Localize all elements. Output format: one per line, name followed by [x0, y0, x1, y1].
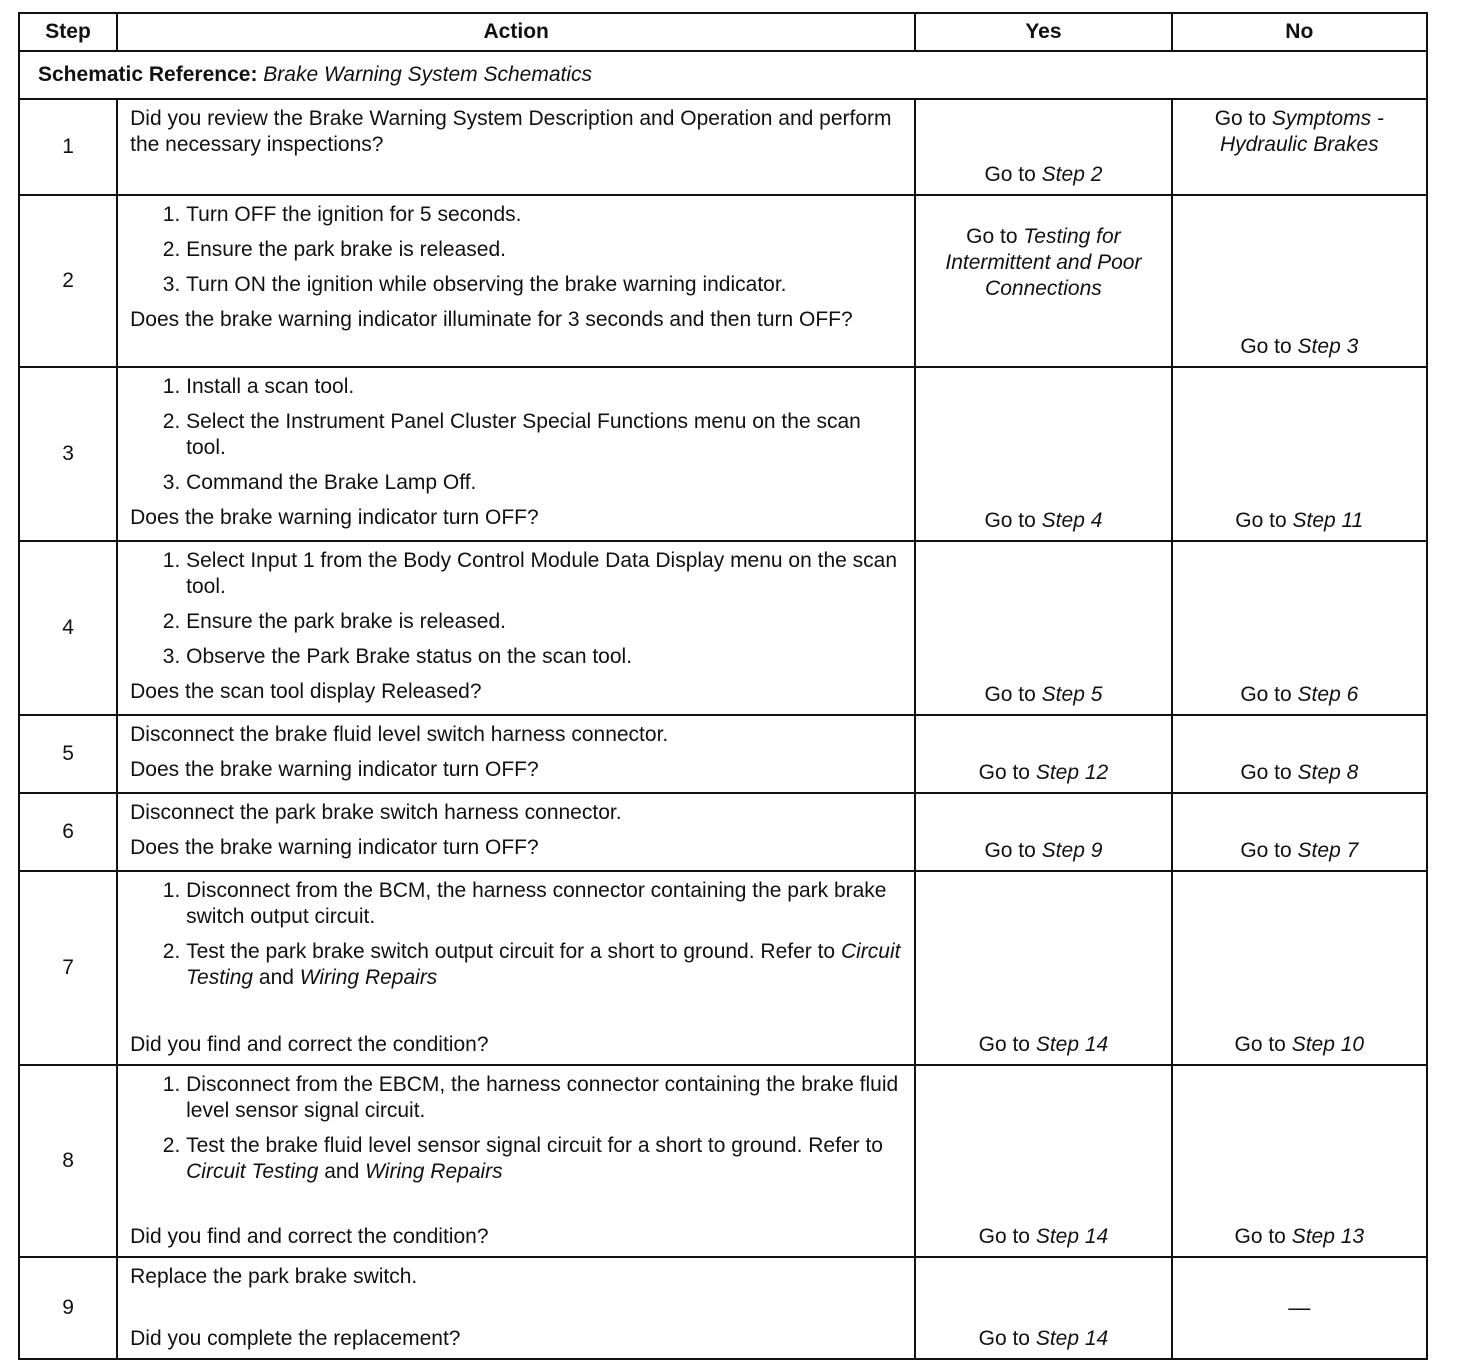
yes-prefix: Go to — [984, 683, 1036, 706]
action-step: 3. Observe the Park Brake status on the scan tool. — [186, 644, 902, 670]
step-number: 8 — [19, 1065, 117, 1257]
yes-cell — [915, 871, 1171, 1065]
header-row — [19, 13, 1427, 51]
yes-cell — [915, 1257, 1171, 1359]
action-step: 3. Command the Brake Lamp Off. — [186, 470, 902, 496]
action-steps — [130, 1072, 902, 1185]
yes-cell — [915, 793, 1171, 871]
and-text: and — [324, 1160, 360, 1183]
step-number: 3 — [19, 367, 117, 541]
action-step: 1. Install a scan tool. — [186, 374, 902, 400]
yes-cell — [915, 367, 1171, 541]
table-row — [19, 1257, 1427, 1359]
no-cell — [1172, 541, 1427, 715]
action-step: 1. Disconnect from the BCM, the harness connector containing the park brake switch output circuit. — [186, 878, 902, 930]
yes-prefix: Go to — [978, 1033, 1030, 1056]
action-step: 3. Turn ON the ignition while observing the brake warning indicator. — [186, 272, 902, 298]
table-row — [19, 793, 1427, 871]
action-question: Did you find and correct the condition? — [130, 1225, 489, 1248]
action-question: Does the brake warning indicator turn OFF? — [130, 506, 539, 529]
action-text: Did you review the Brake Warning System Description and Operation and perform the necessary inspections? — [130, 107, 892, 156]
yes-prefix: Go to — [984, 163, 1036, 186]
schematic-reference — [19, 51, 1427, 99]
action-step — [186, 1133, 902, 1185]
action-cell — [117, 871, 915, 1065]
action-step: 2. Ensure the park brake is released. — [186, 609, 902, 635]
no-prefix: Go to — [1214, 107, 1267, 130]
yes-prefix: Go to — [978, 1327, 1030, 1350]
header-step: Step — [19, 13, 117, 51]
no-link[interactable]: Step 7 — [1297, 839, 1359, 862]
no-link[interactable]: Step 3 — [1297, 335, 1359, 358]
no-dash: — — [1288, 1294, 1311, 1320]
no-prefix: Go to — [1240, 683, 1292, 706]
action-question: Did you complete the replacement? — [130, 1327, 461, 1350]
action-cell — [117, 99, 915, 195]
action-step-text: Test the brake fluid level sensor signal circuit for a short to ground. Refer to — [186, 1134, 883, 1157]
circuit-testing-link[interactable]: Circuit Testing — [186, 940, 901, 989]
no-prefix: Go to — [1240, 839, 1292, 862]
yes-link[interactable]: Step 14 — [1035, 1225, 1109, 1248]
no-link[interactable]: Symptoms - Hydraulic Brakes — [1219, 107, 1384, 156]
table-row — [19, 715, 1427, 793]
no-link[interactable]: Step 13 — [1291, 1225, 1365, 1248]
action-cell — [117, 367, 915, 541]
step-number: 4 — [19, 541, 117, 715]
action-question: Does the brake warning indicator turn OFF? — [130, 758, 539, 781]
yes-cell — [915, 99, 1171, 195]
action-steps — [130, 374, 902, 496]
yes-cell — [915, 1065, 1171, 1257]
action-cell — [117, 541, 915, 715]
no-cell — [1172, 367, 1427, 541]
no-cell — [1172, 195, 1427, 367]
no-prefix: Go to — [1234, 1033, 1286, 1056]
table-row — [19, 195, 1427, 367]
yes-link[interactable]: Step 5 — [1041, 683, 1103, 706]
wiring-repairs-link[interactable]: Wiring Repairs — [365, 1160, 503, 1183]
action-cell — [117, 195, 915, 367]
action-cell — [117, 1065, 915, 1257]
step-number: 5 — [19, 715, 117, 793]
no-prefix: Go to — [1240, 335, 1292, 358]
no-link[interactable]: Step 6 — [1297, 683, 1359, 706]
table-row — [19, 541, 1427, 715]
yes-prefix: Go to — [978, 761, 1030, 784]
yes-link[interactable]: Testing for Intermittent and Poor Connections — [945, 225, 1142, 300]
yes-prefix: Go to — [966, 225, 1018, 248]
schematic-link[interactable]: Brake Warning System Schematics — [263, 63, 593, 86]
no-link[interactable]: Step 8 — [1297, 761, 1359, 784]
yes-link[interactable]: Step 14 — [1035, 1033, 1109, 1056]
yes-link[interactable]: Step 9 — [1041, 839, 1103, 862]
step-number: 2 — [19, 195, 117, 367]
yes-cell — [915, 715, 1171, 793]
action-steps — [130, 548, 902, 670]
action-cell — [117, 793, 915, 871]
action-step-text: Test the park brake switch output circuit for a short to ground. Refer to — [186, 940, 836, 963]
table-row — [19, 1065, 1427, 1257]
schematic-row — [19, 51, 1427, 99]
step-number: 7 — [19, 871, 117, 1065]
yes-cell — [915, 541, 1171, 715]
action-cell — [117, 715, 915, 793]
action-step: 2. Ensure the park brake is released. — [186, 237, 902, 263]
yes-prefix: Go to — [984, 839, 1036, 862]
action-step: 2. Select the Instrument Panel Cluster Special Functions menu on the scan tool. — [186, 409, 902, 461]
action-question: Does the brake warning indicator turn OFF? — [130, 836, 539, 859]
action-text: Disconnect the park brake switch harness connector. — [130, 801, 622, 824]
schematic-label: Schematic Reference: — [38, 63, 258, 86]
no-cell — [1172, 871, 1427, 1065]
no-link[interactable]: Step 10 — [1291, 1033, 1365, 1056]
no-cell — [1172, 715, 1427, 793]
action-step: 1. Select Input 1 from the Body Control Module Data Display menu on the scan tool. — [186, 548, 902, 600]
yes-prefix: Go to — [984, 509, 1036, 532]
no-cell — [1172, 793, 1427, 871]
yes-link[interactable]: Step 4 — [1041, 509, 1103, 532]
action-step: 1. Turn OFF the ignition for 5 seconds. — [186, 202, 902, 228]
step-number: 1 — [19, 99, 117, 195]
action-question: Did you find and correct the condition? — [130, 1033, 489, 1056]
no-cell — [1172, 1065, 1427, 1257]
no-cell — [1172, 99, 1427, 195]
no-prefix: Go to — [1235, 509, 1287, 532]
circuit-testing-link[interactable]: Circuit Testing — [186, 1160, 319, 1183]
no-cell — [1172, 1257, 1427, 1359]
wiring-repairs-link[interactable]: Wiring Repairs — [299, 966, 438, 989]
no-prefix: Go to — [1240, 761, 1292, 784]
table-row — [19, 99, 1427, 195]
action-steps — [130, 202, 902, 298]
header-action: Action — [117, 13, 915, 51]
and-text: and — [258, 966, 294, 989]
action-steps — [130, 878, 902, 991]
header-no: No — [1172, 13, 1427, 51]
diagnostic-table — [18, 12, 1428, 1360]
action-question: Does the scan tool display Released? — [130, 680, 482, 703]
header-yes: Yes — [915, 13, 1171, 51]
no-prefix: Go to — [1234, 1225, 1286, 1248]
table-row — [19, 367, 1427, 541]
action-cell — [117, 1257, 915, 1359]
action-step — [186, 939, 902, 991]
no-link[interactable]: Step 11 — [1292, 509, 1364, 532]
yes-prefix: Go to — [978, 1225, 1030, 1248]
action-step: 1. Disconnect from the EBCM, the harness connector containing the brake fluid level sensor signal circuit. — [186, 1072, 902, 1124]
table-row — [19, 871, 1427, 1065]
yes-link[interactable]: Step 14 — [1035, 1327, 1109, 1350]
action-question: Does the brake warning indicator illuminate for 3 seconds and then turn OFF? — [130, 308, 853, 331]
step-number: 6 — [19, 793, 117, 871]
yes-link[interactable]: Step 2 — [1041, 163, 1103, 186]
yes-cell — [915, 195, 1171, 367]
step-number: 9 — [19, 1257, 117, 1359]
yes-link[interactable]: Step 12 — [1035, 761, 1109, 784]
action-text: Disconnect the brake fluid level switch harness connector. — [130, 723, 669, 746]
action-text: Replace the park brake switch. — [130, 1265, 418, 1288]
